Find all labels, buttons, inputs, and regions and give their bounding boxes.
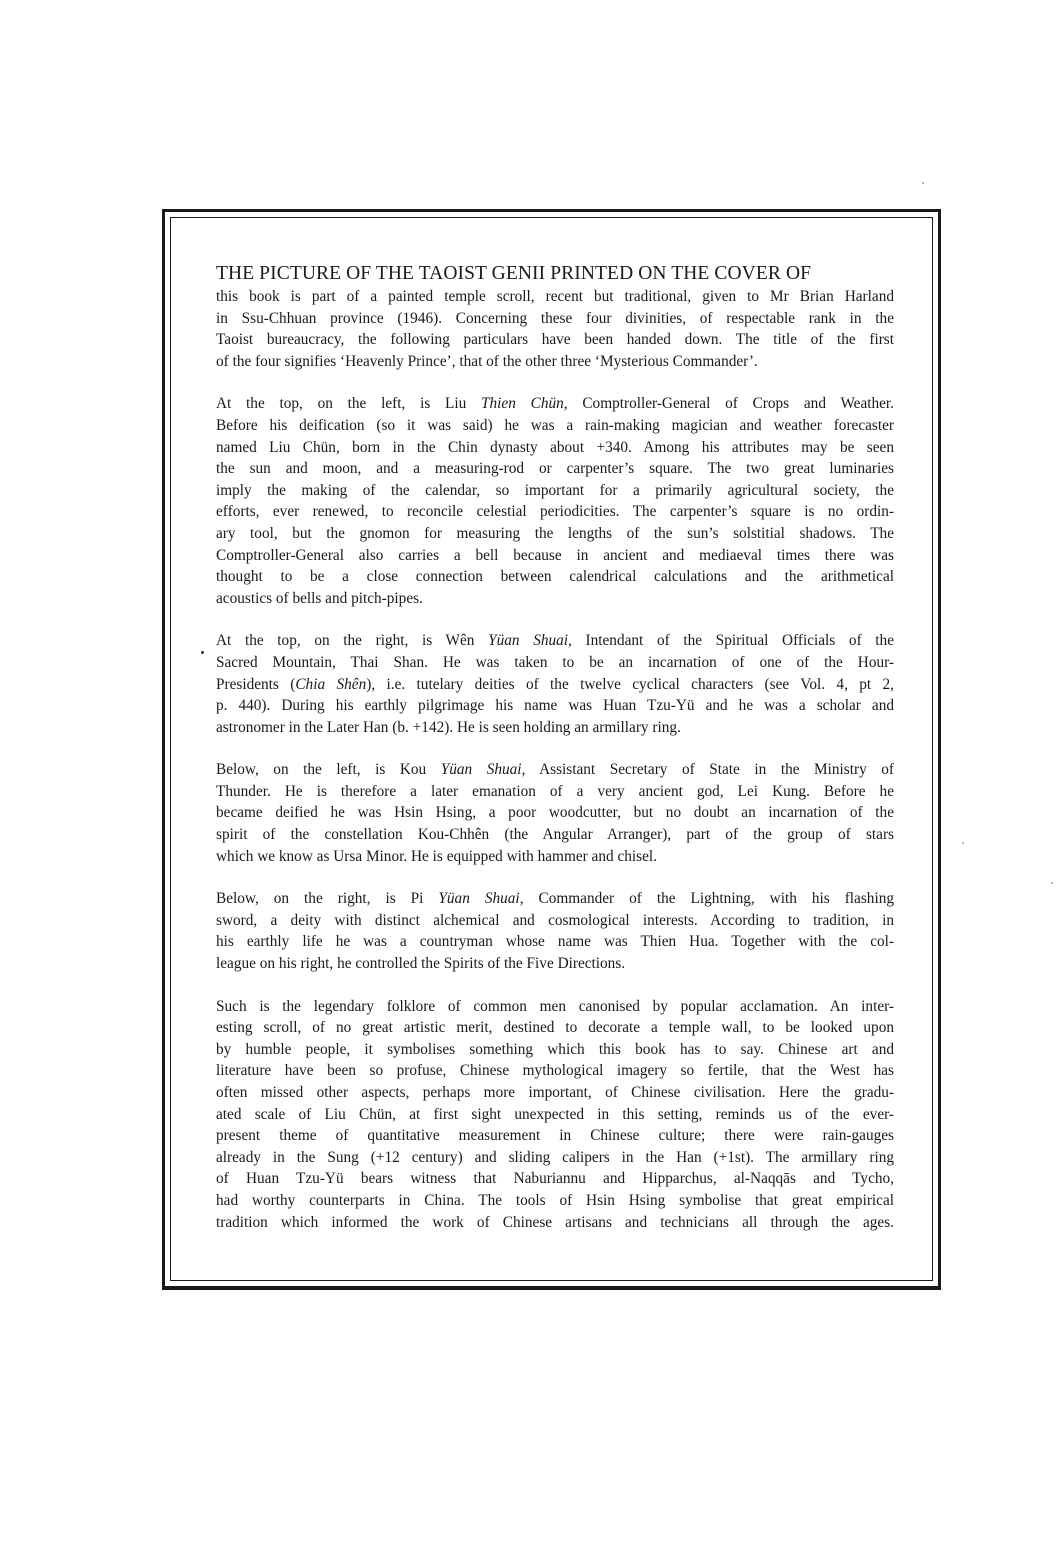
text-line: Sacred Mountain, Thai Shan. He was taken to be an incarnation of one of the Hour- [216, 653, 894, 671]
text-line: astronomer in the Later Han (b. +142). He is seen holding an armillary ring. [216, 718, 681, 736]
text-line: named Liu Chün, born in the Chin dynasty about +340. Among his attributes may be seen [216, 438, 894, 456]
text-line [216, 674, 894, 696]
text-line: already in the Sung (+12 century) and sliding calipers in the Han (+1st). The armillary ring [216, 1148, 894, 1166]
text-line: had worthy counterparts in China. The tools of Hsin Hsing symbolise that great empirical [216, 1191, 894, 1209]
text-run: Below, on the left, is Kou [216, 761, 441, 779]
text-line: esting scroll, of no great artistic merit, destined to decorate a temple wall, to be looked upon [216, 1019, 894, 1037]
text-line: became deified he was Hsin Hsing, a poor woodcutter, but no doubt an incarnation of the [216, 804, 894, 822]
italic-title: Yüan Shuai [440, 761, 522, 779]
italic-title: Yüan Shuai [438, 890, 520, 908]
text-line: Thunder. He is therefore a later emanation of a very ancient god, Lei Kung. Before he [216, 782, 894, 800]
section-heading: THE PICTURE OF THE TAOIST GENII PRINTED ON THE COVER OF [216, 263, 812, 284]
paragraph-wen-yuan-shuai [216, 630, 894, 738]
italic-title: Chia Shên [295, 675, 367, 693]
paragraph-kou-yuan-shuai [216, 759, 894, 867]
text-line [216, 393, 894, 415]
text-line: this book is part of a painted temple scroll, recent but traditional, given to Mr Brian Harland [216, 288, 894, 305]
paragraph-conclusion [216, 996, 894, 1234]
text-run: At the top, on the left, is Liu [216, 395, 482, 413]
text-line: tradition which informed the work of Chinese artisans and technicians all through the ages. [216, 1213, 894, 1231]
text-run: Below, on the right, is Pi [216, 890, 439, 908]
text-line: ated scale of Liu Chün, at first sight unexpected in this setting, reminds us of the ever- [216, 1105, 894, 1123]
text-line: ary tool, but the gnomon for measuring the lengths of the sun’s solstitial shadows. The [216, 524, 894, 542]
paper-speck [922, 182, 924, 184]
text-line: Before his deification (so it was said) he was a rain-making magician and weather forecaster [216, 416, 894, 434]
text-line: in Ssu-Chhuan province (1946). Concerning these four divinities, of respectable rank in the [216, 309, 894, 327]
text-line: present theme of quantitative measurement in Chinese culture; there were rain-gauges [216, 1127, 894, 1145]
text-line: imply the making of the calendar, so important for a primarily agricultural society, the [216, 481, 894, 499]
text-line: efforts, ever renewed, to reconcile celestial periodicities. The carpenter’s square is no ordin- [216, 503, 894, 521]
text-run: At the top, on the right, is Wên [216, 632, 489, 650]
text-line: p. 440). During his earthly pilgrimage his name was Huan Tzu-Yü and he was a scholar and [216, 697, 894, 715]
text-line: the sun and moon, and a measuring-rod or carpenter’s square. The two great luminaries [216, 460, 894, 478]
text-line: league on his right, he controlled the Spirits of the Five Directions. [216, 955, 626, 973]
text-line: acoustics of bells and pitch-pipes. [216, 589, 423, 607]
text-run: ), i.e. tutelary deities of the twelve cyclical characters (see Vol. 4, pt 2, [366, 675, 894, 693]
text-line: Such is the legendary folklore of common men canonised by popular acclamation. An inter- [216, 997, 894, 1015]
text-line: often missed other aspects, perhaps more important, of Chinese civilisation. Here the gradu- [216, 1084, 894, 1101]
text-line: his earthly life he was a countryman whose name was Thien Hua. Together with the col- [216, 933, 894, 951]
paragraph-intro [216, 286, 894, 372]
text-line: which we know as Ursa Minor. He is equipped with hammer and chisel. [216, 847, 657, 865]
text-run: Presidents ( [216, 675, 296, 693]
text-line [216, 888, 894, 910]
paragraph-liu-thien-chun [216, 393, 894, 609]
text-line: Taoist bureaucracy, the following particulars have been handed down. The title of the first [216, 331, 894, 349]
cover-description-text [216, 262, 894, 1233]
paper-speck [962, 842, 964, 844]
text-line: spirit of the constellation Kou-Chhên (the Angular Arranger), part of the group of stars [216, 826, 894, 844]
margin-ink-dot [201, 651, 204, 654]
text-run: , Commander of the Lightning, with his flashing [519, 890, 894, 908]
paper-speck [1051, 882, 1053, 884]
text-line: of Huan Tzu-Yü bears witness that Naburiannu and Hipparchus, al-Naqqās and Tycho, [216, 1170, 894, 1188]
text-line [216, 630, 894, 652]
text-run: , Intendant of the Spiritual Officials of the [568, 632, 894, 650]
text-line: sword, a deity with distinct alchemical and cosmological interests. According to tradition, in [216, 911, 894, 929]
text-run: , Assistant Secretary of State in the Ministry of [521, 761, 894, 779]
text-run: , Comptroller-General of Crops and Weather. [563, 395, 894, 413]
text-line: Comptroller-General also carries a bell because in ancient and mediaeval times there was [216, 546, 894, 564]
italic-title: Yüan Shuai [488, 632, 569, 650]
italic-title: Thien Chün [481, 395, 564, 413]
text-line: of the four signifies ‘Heavenly Prince’, that of the other three ‘Mysterious Commander’. [216, 352, 758, 370]
paragraph-pi-yuan-shuai [216, 888, 894, 974]
text-line: by humble people, it symbolises something which this book has to say. Chinese art and [216, 1040, 894, 1058]
text-line [216, 759, 894, 781]
text-line: literature have been so profuse, Chinese mythological imagery so fertile, that the West has [216, 1062, 894, 1080]
text-line: thought to be a close connection between calendrical calculations and the arithmetical [216, 568, 894, 586]
